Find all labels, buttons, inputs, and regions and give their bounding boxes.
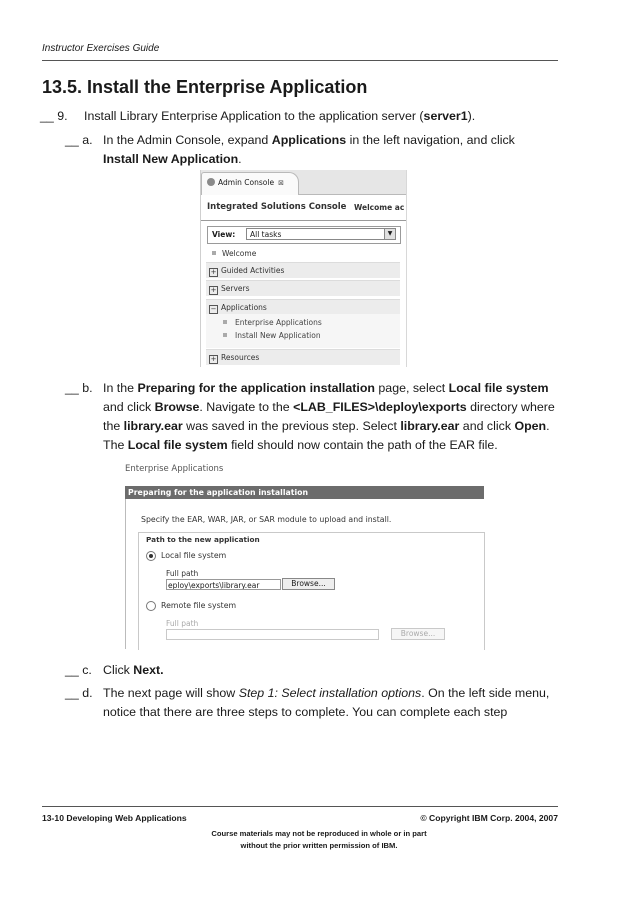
header-rule xyxy=(42,60,558,61)
nav-item-resources[interactable]: + Resources xyxy=(206,349,400,365)
step-letter: __ c. xyxy=(65,663,92,677)
footer-notice-1: Course materials may not be reproduced in whole or in part xyxy=(211,829,427,838)
applications-panel xyxy=(206,314,400,348)
bullet-icon xyxy=(223,333,227,337)
local-file-system-radio[interactable] xyxy=(146,551,156,561)
footer-course: 13-10 Developing Web Applications xyxy=(42,813,187,823)
step-c xyxy=(42,661,562,681)
remote-browse-button: Browse... xyxy=(391,628,445,640)
collapse-icon[interactable]: − xyxy=(210,305,217,313)
chevron-down-icon[interactable]: ▼ xyxy=(384,229,395,239)
tab-bar xyxy=(201,170,406,195)
step-d xyxy=(42,684,562,724)
full-path-label: Full path xyxy=(166,569,199,578)
nav-item-servers[interactable]: + Servers xyxy=(206,280,400,296)
footer-notice-2: without the prior written permission of IBM. xyxy=(240,841,398,850)
step-text: The next page will show Step 1: Select installation options. On the left side menu, notice that there are three steps to complete. You can complete each step xyxy=(103,686,550,719)
remote-full-path-label: Full path xyxy=(166,619,199,628)
footer-rule xyxy=(42,806,558,807)
divider xyxy=(201,220,406,221)
browse-button[interactable]: Browse... xyxy=(282,578,335,590)
step-letter: __ b. xyxy=(65,381,93,395)
guide-title: Instructor Exercises Guide xyxy=(42,43,160,54)
nav-item-applications[interactable]: − Applications xyxy=(206,299,400,315)
footer-copyright: © Copyright IBM Corp. 2004, 2007 xyxy=(420,813,558,823)
breadcrumb[interactable]: Enterprise Applications xyxy=(125,464,224,474)
step-letter: __ d. xyxy=(65,686,93,700)
expand-icon[interactable]: + xyxy=(210,268,217,276)
step-a xyxy=(42,131,562,171)
globe-icon xyxy=(207,178,215,186)
nav-item-enterprise-applications[interactable]: Enterprise Applications xyxy=(223,318,322,327)
nav-item-install-new-application[interactable]: Install New Application xyxy=(223,331,321,340)
view-filter xyxy=(207,226,401,244)
step-text: Install Library Enterprise Application to the application server (server1). xyxy=(84,109,476,123)
view-label: View: xyxy=(212,230,236,239)
console-title: Integrated Solutions Console xyxy=(207,202,347,212)
local-option-label: Local file system xyxy=(161,551,227,560)
bullet-icon xyxy=(212,251,216,255)
expand-icon[interactable]: + xyxy=(210,355,217,363)
remote-option-label: Remote file system xyxy=(161,601,237,610)
step-b xyxy=(42,379,562,464)
tab-admin-console[interactable]: Admin Console ⊠ xyxy=(201,172,299,195)
admin-console-screenshot xyxy=(200,170,407,367)
step-number: __ 9. xyxy=(40,109,68,123)
step-letter: __ a. xyxy=(65,133,93,147)
install-page-screenshot xyxy=(124,464,484,649)
nav-item-guided-activities[interactable]: + Guided Activities xyxy=(206,262,400,278)
step-text: Click Next. xyxy=(103,663,164,677)
bullet-icon xyxy=(223,320,227,324)
local-path-input[interactable]: eploy\exports\library.ear xyxy=(166,579,281,590)
instruction-text: Specify the EAR, WAR, JAR, or SAR module to upload and install. xyxy=(141,515,392,524)
welcome-label: Welcome ac xyxy=(354,203,405,212)
step-text: In the Admin Console, expand Applications in the left navigation, and click Install New Application. xyxy=(103,133,515,166)
fieldset-legend: Path to the new application xyxy=(146,535,260,544)
remote-file-system-radio[interactable] xyxy=(146,601,156,611)
view-select[interactable]: All tasks ▼ xyxy=(246,228,396,240)
nav-item-welcome[interactable]: Welcome xyxy=(206,246,400,261)
step-9 xyxy=(40,107,560,127)
panel-title: Preparing for the application installation xyxy=(125,486,484,499)
remote-path-input xyxy=(166,629,379,640)
expand-icon[interactable]: + xyxy=(210,286,217,294)
close-icon[interactable]: ⊠ xyxy=(278,179,284,187)
section-title: 13.5. Install the Enterprise Application xyxy=(42,77,368,97)
step-text: In the Preparing for the application installation page, select Local file system and click Browse. Navigate to the <LAB_FILES>\deploy\exports directory where the library.ear was saved in the previous step. Select library.ear and click Open. The Local file system field should now contain the path of the EAR file. xyxy=(103,381,555,452)
